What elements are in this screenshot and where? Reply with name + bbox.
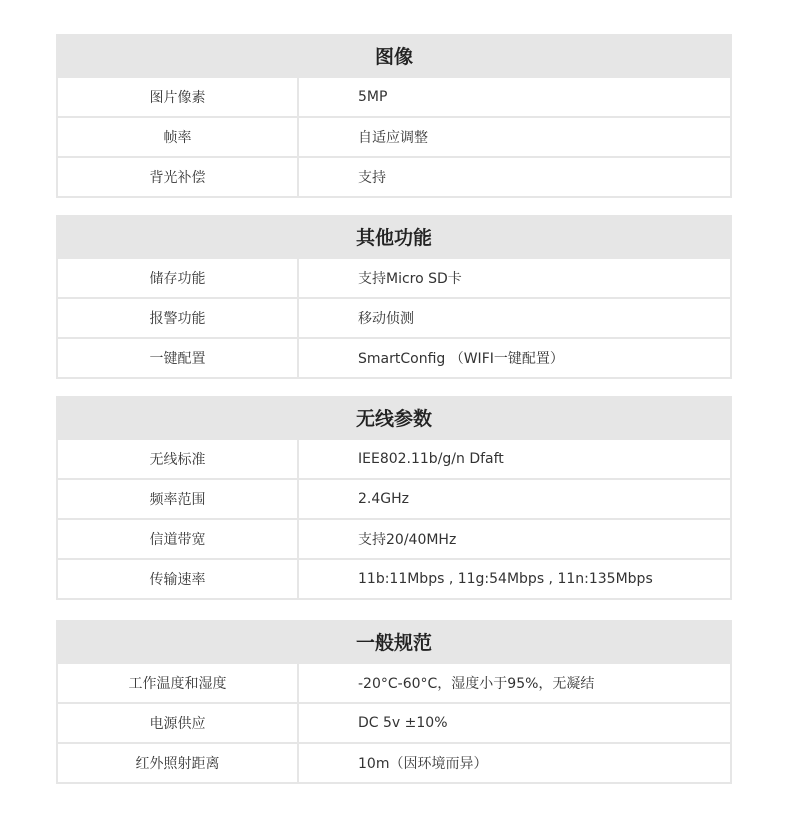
spec-value: SmartConfig （WIFI一键配置） bbox=[299, 339, 730, 377]
spec-key: 电源供应 bbox=[58, 704, 297, 742]
spec-value: IEE802.11b/g/n Dfaft bbox=[299, 440, 730, 478]
table-row bbox=[58, 520, 730, 558]
table-row bbox=[58, 299, 730, 337]
section-title: 无线参数 bbox=[355, 407, 432, 430]
spec-key: 背光补偿 bbox=[58, 158, 297, 196]
spec-key: 报警功能 bbox=[58, 299, 297, 337]
section-general-spec bbox=[56, 620, 732, 784]
table-row bbox=[58, 118, 730, 156]
spec-key: 一键配置 bbox=[58, 339, 297, 377]
spec-key: 储存功能 bbox=[58, 259, 297, 297]
spec-value: 2.4GHz bbox=[299, 480, 730, 518]
section-image bbox=[56, 34, 732, 198]
table-row bbox=[58, 158, 730, 196]
section-wireless bbox=[56, 396, 732, 600]
table-row bbox=[58, 480, 730, 518]
spec-value: 5MP bbox=[299, 78, 730, 116]
table-row bbox=[58, 259, 730, 297]
table-row bbox=[58, 339, 730, 377]
spec-value: 10m（因环境而异） bbox=[299, 744, 730, 782]
table-row bbox=[58, 440, 730, 478]
spec-value: 支持Micro SD卡 bbox=[299, 259, 730, 297]
table-row bbox=[58, 744, 730, 782]
table-row bbox=[58, 78, 730, 116]
spec-value: -20°C-60°C，湿度小于95%，无凝结 bbox=[299, 664, 730, 702]
section-title: 其他功能 bbox=[355, 226, 432, 249]
spec-value: 支持20/40MHz bbox=[299, 520, 730, 558]
section-title: 一般规范 bbox=[355, 631, 432, 654]
spec-key: 工作温度和湿度 bbox=[58, 664, 297, 702]
spec-value: 自适应调整 bbox=[299, 118, 730, 156]
table-row bbox=[58, 664, 730, 702]
spec-value: 支持 bbox=[299, 158, 730, 196]
spec-key: 传输速率 bbox=[58, 560, 297, 598]
spec-key: 帧率 bbox=[58, 118, 297, 156]
table-row bbox=[58, 704, 730, 742]
table-row bbox=[58, 560, 730, 598]
spec-key: 图片像素 bbox=[58, 78, 297, 116]
spec-key: 红外照射距离 bbox=[58, 744, 297, 782]
spec-value: 11b:11Mbps , 11g:54Mbps , 11n:135Mbps bbox=[299, 560, 730, 598]
spec-value: DC 5v ±10% bbox=[299, 704, 730, 742]
section-other-functions bbox=[56, 215, 732, 379]
section-title: 图像 bbox=[374, 45, 413, 68]
spec-key: 频率范围 bbox=[58, 480, 297, 518]
spec-key: 无线标准 bbox=[58, 440, 297, 478]
spec-value: 移动侦测 bbox=[299, 299, 730, 337]
spec-key: 信道带宽 bbox=[58, 520, 297, 558]
